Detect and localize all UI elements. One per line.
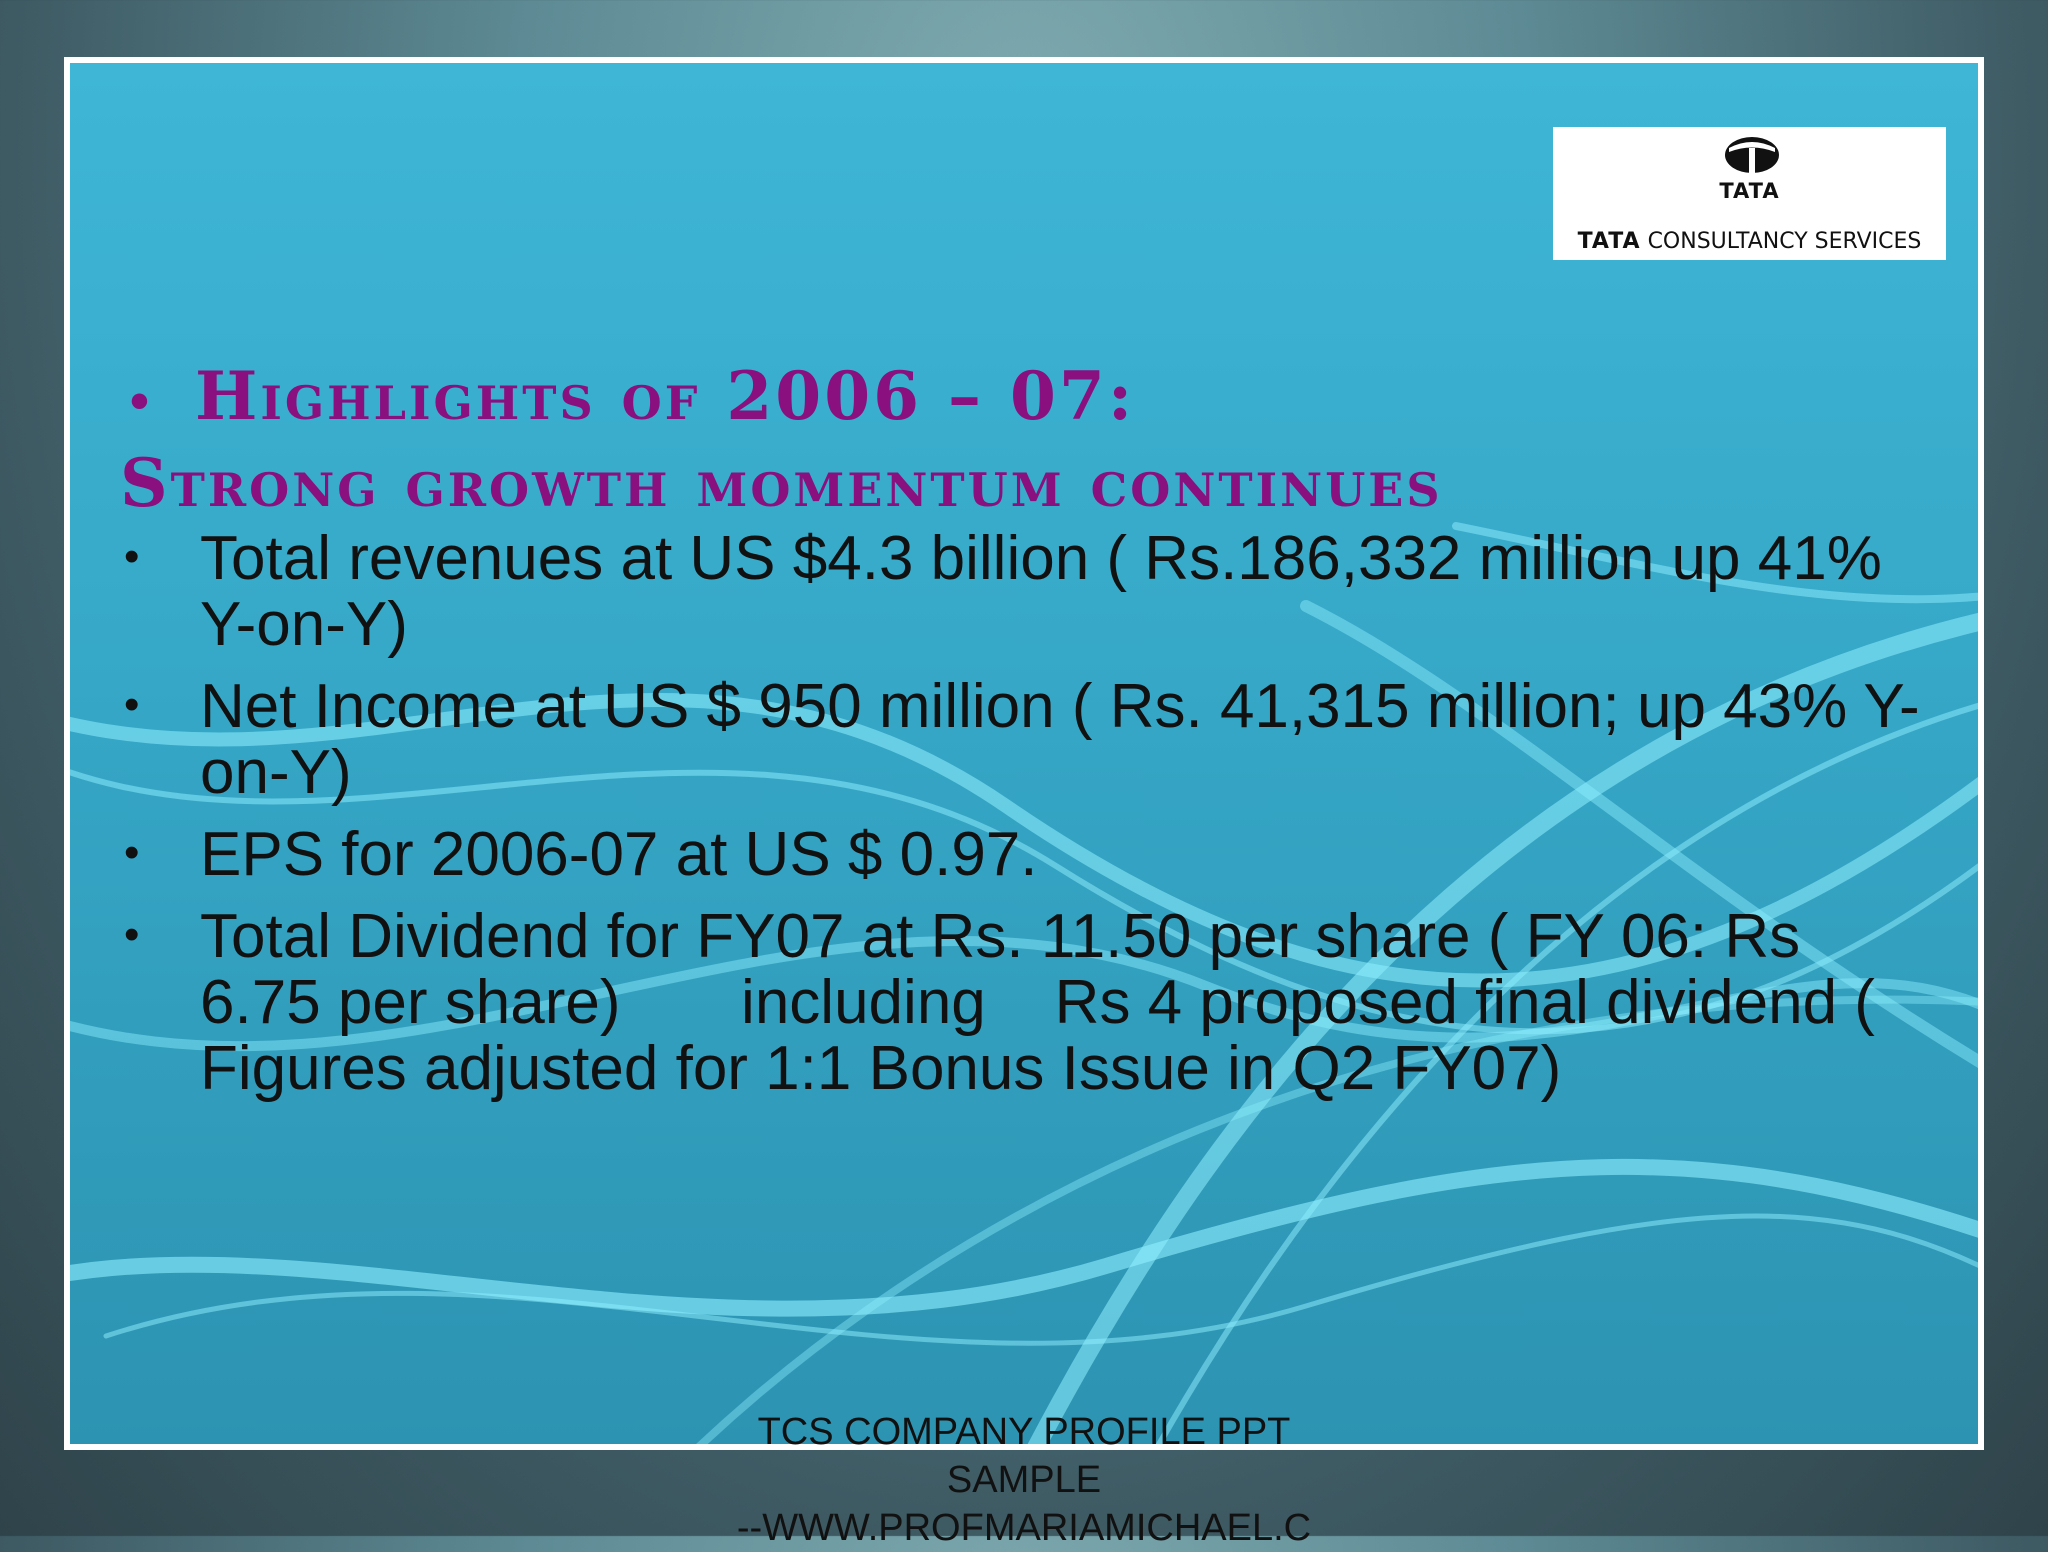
heading-bullet: •	[130, 371, 152, 431]
list-item-text: Total revenues at US $4.3 billion ( Rs.186,332 million up 41% Y-on-Y)	[200, 524, 1882, 659]
list-item-text: Net Income at US $ 950 million ( Rs. 41,315 million; up 43% Y-on-Y)	[200, 672, 1920, 807]
heading-title: Highlights of 2006 – 07:	[195, 357, 1136, 435]
logo-company-bold: TATA	[1577, 229, 1641, 254]
footer-line-3: --WWW.PROFMARIAMICHAEL.C	[736, 1507, 1312, 1549]
slide-footer	[640, 1408, 1408, 1552]
list-item	[120, 526, 1920, 658]
heading-line-1	[120, 355, 1720, 442]
footer-line-1: TCS COMPANY PROFILE PPT	[757, 1411, 1291, 1453]
bullet-dot: •	[124, 910, 140, 959]
heading-line-2: Strong growth momentum continues	[120, 444, 1443, 522]
bullet-dot: •	[124, 828, 140, 877]
logo-brand-text: TATA	[1719, 179, 1780, 203]
logo-company-text	[1553, 229, 1946, 254]
list-item-text: Total Dividend for FY07 at Rs. 11.50 per share ( FY 06: Rs 6.75 per share) including Rs 4 proposed final dividend ( Figures adjusted for 1:1 Bonus Issue in Q2 FY07)	[200, 902, 1893, 1103]
tata-logo-icon	[1723, 135, 1781, 175]
list-item-text: EPS for 2006-07 at US $ 0.97.	[200, 820, 1038, 889]
highlights-list	[120, 526, 1920, 1118]
bullet-dot: •	[124, 532, 140, 581]
list-item	[120, 674, 1920, 806]
bullet-dot: •	[124, 680, 140, 729]
tcs-logo	[1553, 127, 1946, 260]
logo-company-rest: CONSULTANCY SERVICES	[1640, 229, 1922, 254]
footer-line-2: SAMPLE	[946, 1459, 1102, 1501]
list-item	[120, 904, 1920, 1102]
list-item	[120, 822, 1920, 888]
slide-heading	[120, 355, 1720, 524]
